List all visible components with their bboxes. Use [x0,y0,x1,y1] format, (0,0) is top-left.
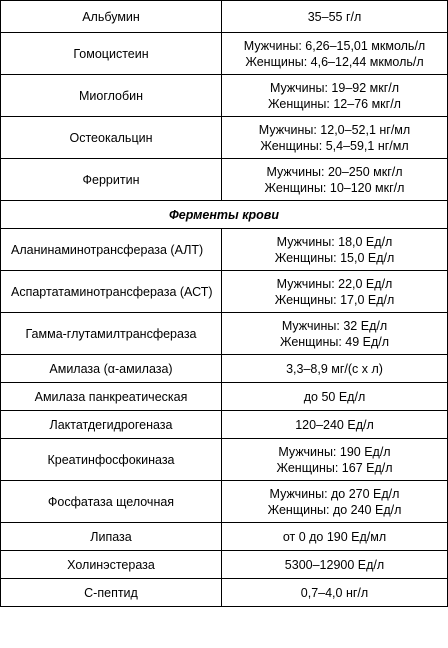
parameter-value: от 0 до 190 Ед/мл [222,523,448,551]
table-row [1,33,448,75]
table-row [1,159,448,201]
table-row [1,229,448,271]
parameter-value: Мужчины: 32 Ед/л Женщины: 49 Ед/л [222,313,448,355]
parameter-name: Остеокальцин [1,117,222,159]
table-row [1,579,448,607]
parameter-name: Холинэстераза [1,551,222,579]
parameter-value: Мужчины: 190 Ед/л Женщины: 167 Ед/л [222,439,448,481]
table-row [1,551,448,579]
parameter-value: до 50 Ед/л [222,383,448,411]
parameter-name: Липаза [1,523,222,551]
table-row [1,481,448,523]
parameter-name: Аспартатаминотрансфераза (АСТ) [1,271,222,313]
table-row [1,355,448,383]
parameter-value: Мужчины: 18,0 Ед/л Женщины: 15,0 Ед/л [222,229,448,271]
parameter-name: Лактатдегидрогеназа [1,411,222,439]
parameter-value: Мужчины: 20–250 мкг/л Женщины: 10–120 мкг/л [222,159,448,201]
table-row [1,117,448,159]
parameter-value: Мужчины: 19–92 мкг/л Женщины: 12–76 мкг/л [222,75,448,117]
parameter-value: Мужчины: до 270 Ед/л Женщины: до 240 Ед/л [222,481,448,523]
table-row [1,439,448,481]
parameter-name: Аланинаминотрансфераза (АЛТ) [1,229,222,271]
parameter-name: Амилаза панкреатическая [1,383,222,411]
parameter-value: Мужчины: 6,26–15,01 мкмоль/л Женщины: 4,6–12,44 мкмоль/л [222,33,448,75]
parameter-value: 0,7–4,0 нг/л [222,579,448,607]
parameter-name: Альбумин [1,1,222,33]
parameter-name: Фосфатаза щелочная [1,481,222,523]
table-row [1,313,448,355]
section-header-row [1,201,448,229]
parameter-name: Миоглобин [1,75,222,117]
parameter-value: Мужчины: 22,0 Ед/л Женщины: 17,0 Ед/л [222,271,448,313]
section-title: Ферменты крови [1,201,448,229]
parameter-name: Ферритин [1,159,222,201]
parameter-value: Мужчины: 12,0–52,1 нг/мл Женщины: 5,4–59,1 нг/мл [222,117,448,159]
table-row [1,383,448,411]
table-row [1,75,448,117]
parameter-name: Амилаза (α-амилаза) [1,355,222,383]
table-row [1,523,448,551]
parameter-value: 5300–12900 Ед/л [222,551,448,579]
table-row [1,411,448,439]
parameter-value: 3,3–8,9 мг/(с х л) [222,355,448,383]
parameter-value: 35–55 г/л [222,1,448,33]
table-row [1,271,448,313]
parameter-name: Гамма-глутамилтрансфераза [1,313,222,355]
parameter-name: Гомоцистеин [1,33,222,75]
parameter-value: 120–240 Ед/л [222,411,448,439]
parameter-name: Креатинфосфокиназа [1,439,222,481]
table-row [1,1,448,33]
parameter-name: С-пептид [1,579,222,607]
